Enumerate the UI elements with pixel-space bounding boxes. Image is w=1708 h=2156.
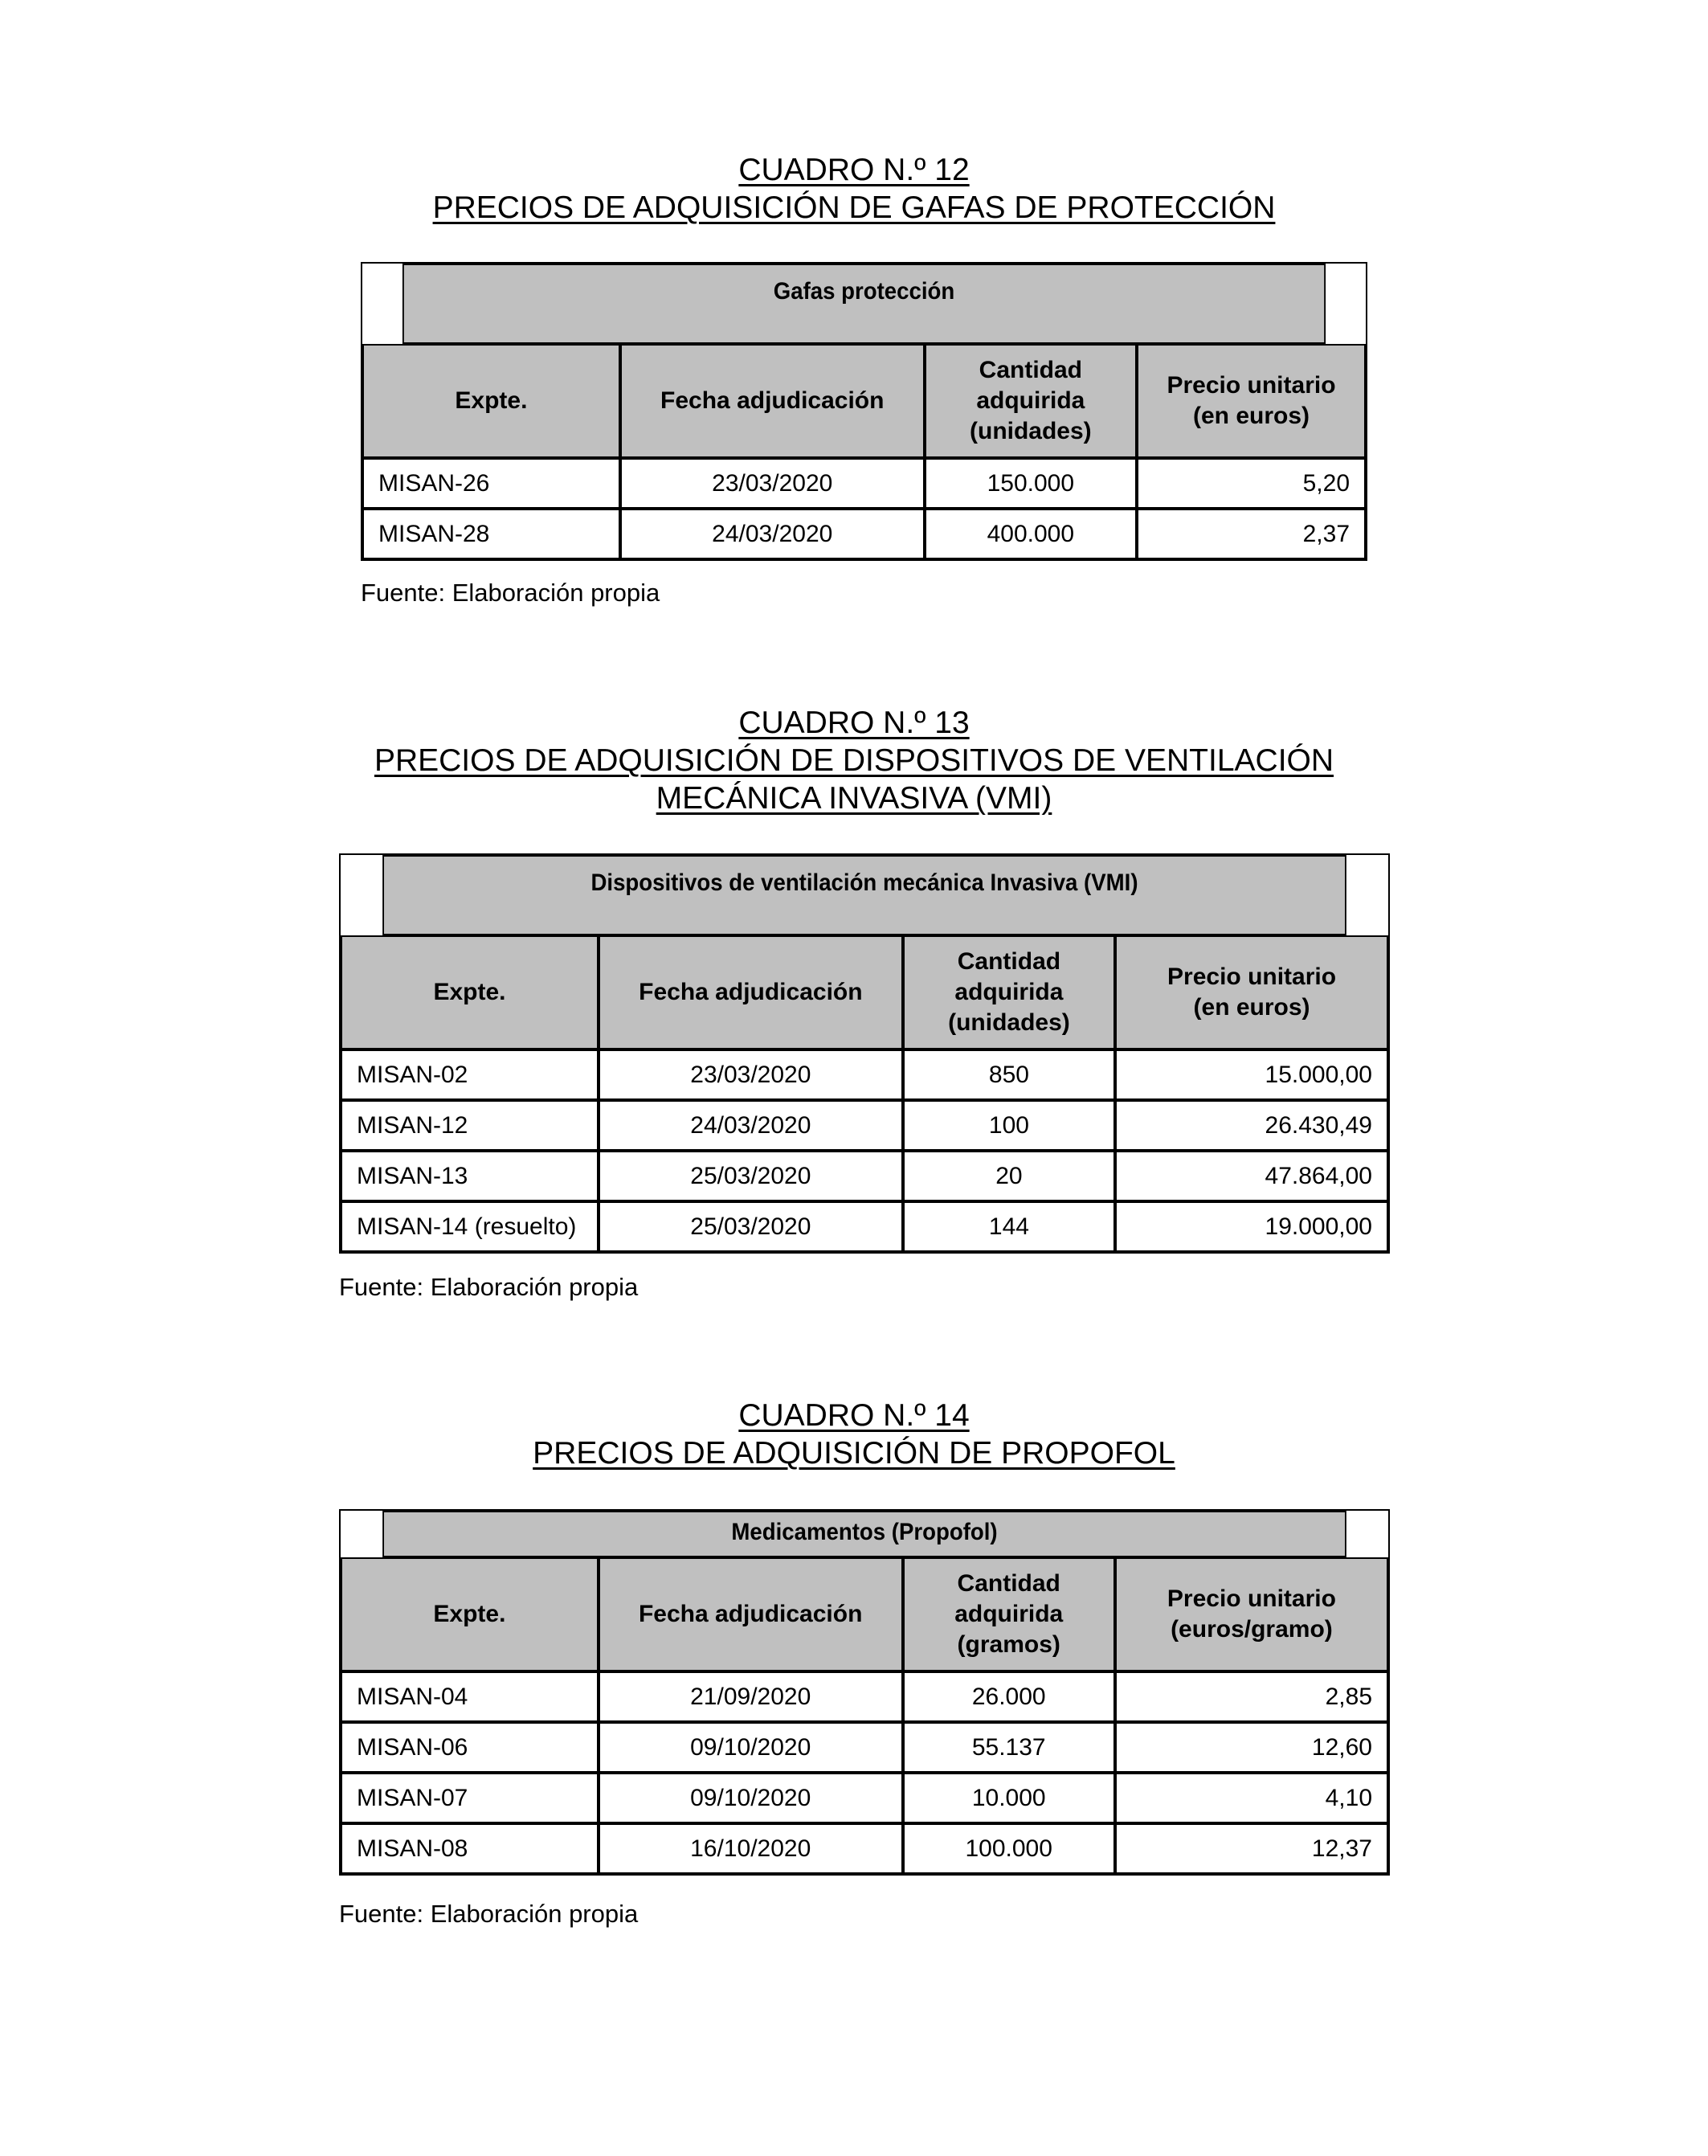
table-title: CUADRO N.º 12 [738, 153, 970, 187]
cell-precio: 5,20 [1137, 458, 1366, 509]
cell-precio: 26.430,49 [1115, 1100, 1388, 1151]
cell-cantidad: 100.000 [903, 1823, 1115, 1874]
table-row [341, 1100, 1388, 1151]
table-title: CUADRO N.º 13 [738, 706, 970, 740]
source-note: Fuente: Elaboración propia [361, 579, 660, 607]
table-row [341, 1773, 1388, 1823]
column-header-fecha: Fecha adjudicación [620, 344, 925, 458]
cell-cantidad: 400.000 [925, 509, 1137, 559]
cell-precio: 15.000,00 [1115, 1049, 1388, 1100]
table-row [341, 1722, 1388, 1773]
group-header: Medicamentos (Propofol) [382, 1511, 1346, 1557]
column-header-expte: Expte. [362, 344, 620, 458]
cell-cantidad: 26.000 [903, 1671, 1115, 1722]
table-row [341, 1671, 1388, 1722]
cell-expte: MISAN-28 [362, 509, 620, 559]
table-row [362, 458, 1366, 509]
source-note: Fuente: Elaboración propia [339, 1273, 639, 1301]
cell-precio: 2,37 [1137, 509, 1366, 559]
column-header-cantidad: Cantidad adquirida (gramos) [903, 1557, 1115, 1671]
column-header-precio: Precio unitario (en euros) [1137, 344, 1366, 458]
cell-fecha: 23/03/2020 [620, 458, 925, 509]
column-header-cantidad: Cantidad adquirida (unidades) [925, 344, 1137, 458]
cell-precio: 12,60 [1115, 1722, 1388, 1773]
table-row [341, 1201, 1388, 1252]
cell-precio: 19.000,00 [1115, 1201, 1388, 1252]
column-header-fecha: Fecha adjudicación [599, 1557, 903, 1671]
cell-expte: MISAN-14 (resuelto) [341, 1201, 599, 1252]
group-header: Dispositivos de ventilación mecánica Invasiva (VMI) [382, 855, 1346, 935]
cell-fecha: 25/03/2020 [599, 1201, 903, 1252]
cell-precio: 2,85 [1115, 1671, 1388, 1722]
column-header-fecha: Fecha adjudicación [599, 935, 903, 1049]
cell-precio: 47.864,00 [1115, 1151, 1388, 1201]
cuadro-13-table [339, 853, 1390, 1254]
column-header-precio: Precio unitario (en euros) [1115, 935, 1388, 1049]
cell-fecha: 25/03/2020 [599, 1151, 903, 1201]
table-subtitle: PRECIOS DE ADQUISICIÓN DE PROPOFOL [533, 1436, 1175, 1471]
column-header-expte: Expte. [341, 935, 599, 1049]
table-subtitle: MECÁNICA INVASIVA (VMI) [656, 781, 1052, 816]
cell-fecha: 23/03/2020 [599, 1049, 903, 1100]
cell-fecha: 16/10/2020 [599, 1823, 903, 1874]
cell-fecha: 09/10/2020 [599, 1722, 903, 1773]
cell-fecha: 24/03/2020 [620, 509, 925, 559]
cell-expte: MISAN-04 [341, 1671, 599, 1722]
cell-cantidad: 150.000 [925, 458, 1137, 509]
cell-expte: MISAN-07 [341, 1773, 599, 1823]
cuadro-12-table [361, 262, 1367, 561]
table-row [362, 509, 1366, 559]
cell-fecha: 09/10/2020 [599, 1773, 903, 1823]
cell-cantidad: 10.000 [903, 1773, 1115, 1823]
table-row [341, 1151, 1388, 1201]
cell-expte: MISAN-02 [341, 1049, 599, 1100]
group-header: Gafas protección [402, 264, 1326, 344]
cell-expte: MISAN-26 [362, 458, 620, 509]
table-row [341, 1823, 1388, 1874]
cell-fecha: 21/09/2020 [599, 1671, 903, 1722]
cell-precio: 12,37 [1115, 1823, 1388, 1874]
cell-cantidad: 20 [903, 1151, 1115, 1201]
table-row [341, 1049, 1388, 1100]
cuadro-13-heading [0, 704, 1708, 817]
cell-fecha: 24/03/2020 [599, 1100, 903, 1151]
cell-expte: MISAN-13 [341, 1151, 599, 1201]
cell-expte: MISAN-08 [341, 1823, 599, 1874]
cuadro-14-heading [0, 1397, 1708, 1472]
cuadro-12-heading [0, 151, 1708, 227]
table-subtitle: PRECIOS DE ADQUISICIÓN DE DISPOSITIVOS DE VENTILACIÓN [374, 743, 1334, 778]
column-header-cantidad: Cantidad adquirida (unidades) [903, 935, 1115, 1049]
cell-cantidad: 100 [903, 1100, 1115, 1151]
cell-cantidad: 850 [903, 1049, 1115, 1100]
table-subtitle: PRECIOS DE ADQUISICIÓN DE GAFAS DE PROTECCIÓN [432, 190, 1276, 225]
cell-cantidad: 55.137 [903, 1722, 1115, 1773]
cell-cantidad: 144 [903, 1201, 1115, 1252]
column-header-precio: Precio unitario (euros/gramo) [1115, 1557, 1388, 1671]
cell-expte: MISAN-12 [341, 1100, 599, 1151]
table-title: CUADRO N.º 14 [738, 1398, 970, 1433]
source-note: Fuente: Elaboración propia [339, 1900, 639, 1928]
cell-expte: MISAN-06 [341, 1722, 599, 1773]
column-header-expte: Expte. [341, 1557, 599, 1671]
cuadro-14-table [339, 1509, 1390, 1876]
cell-precio: 4,10 [1115, 1773, 1388, 1823]
